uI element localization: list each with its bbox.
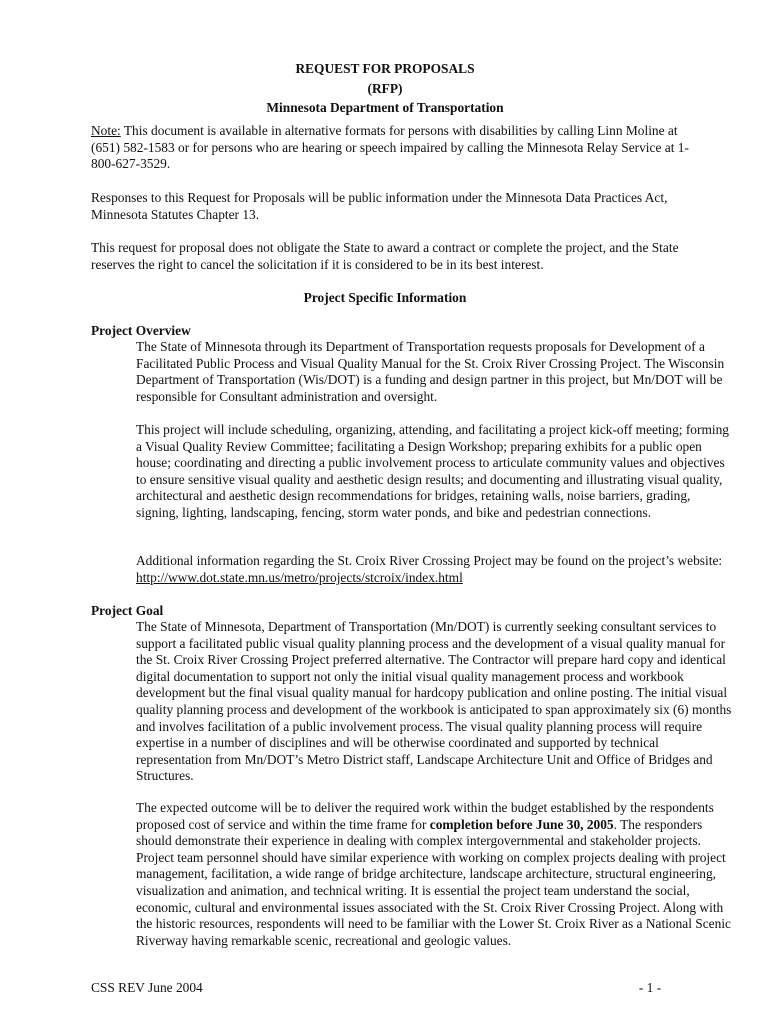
title-line-1: REQUEST FOR PROPOSALS bbox=[295, 61, 475, 76]
overview-paragraph-2: This project will include scheduling, organizing, attending, and facilitating a project kick-off meeting; forming a Visual Quality Review Committee; facilitating a Design Workshop; preparing exhibits for a public open house; coordinating and directing a public involvement process to articulate community values and objectives to ensure sensitive visual quality and aesthetic design results; and documenting and illustrating visual quality, architectural and aesthetic design recommendations for bridges, retaining walls, noise barriers, grading, signing, lighting, landscaping, fencing, storm water ponds, and bike and pedestrian connections. bbox=[136, 422, 729, 520]
document-title bbox=[0, 59, 770, 118]
goal-p2-text-b: . The responders should demonstrate their experience in dealing with complex intergovernmental and stakeholder projects. Project team personnel should have similar experience with working on complex projects dealing with project management, facilitation, a wide range of bridge architecture, landscape architecture, structural engineering, visualization and animation, and technical writing. It is essential the project team understand the social, economic, cultural and environmental issues associated with the St. Croix River Crossing Project. Along with the historic resources, respondents will need to be familiar with the Lower St. Croix River as a National Scenic Riverway having remarkable scenic, recreational and geologic values. bbox=[136, 816, 731, 948]
title-line-3: Minnesota Department of Transportation bbox=[266, 100, 504, 115]
goal-p2-text-a: The expected outcome will be to deliver the required work within the budget established by the respondents proposed cost of service and within the time frame for bbox=[136, 800, 714, 832]
completion-date-emphasis: completion before June 30, 2005 bbox=[429, 816, 614, 832]
note-text: This document is available in alternative formats for persons with disabilities by calling Linn Moline at (651) 582-1583 or for persons who are hearing or speech impaired by calling the Minnesota Relay Service at 1-800-627-3529. bbox=[91, 123, 689, 172]
project-overview-heading: Project Overview bbox=[91, 323, 191, 338]
footer-revision: CSS REV June 2004 bbox=[91, 980, 203, 995]
overview-p3-text: Additional information regarding the St. Croix River Crossing Project may be found on the project’s website: bbox=[136, 553, 723, 568]
public-information-paragraph: Responses to this Request for Proposals will be public information under the Minnesota Data Practices Act, Minnesota Statutes Chapter 13. bbox=[91, 190, 668, 222]
accessibility-note bbox=[91, 123, 703, 173]
obligation-paragraph: This request for proposal does not obligate the State to award a contract or complete the project, and the State reserves the right to cancel the solicitation if it is considered to be in its best interest. bbox=[91, 240, 679, 272]
section-title: Project Specific Information bbox=[303, 290, 467, 305]
project-goal-heading: Project Goal bbox=[91, 603, 164, 618]
goal-paragraph-1: The State of Minnesota, Department of Transportation (Mn/DOT) is currently seeking consultant services to support a facilitated public visual quality planning process and the development of a visual quality manual for the St. Croix River Crossing Project preferred alternative. The Contractor will prepare hard copy and identical digital documentation to support not only the initial visual quality management process and workbook development but the final visual quality manual for hardcopy publication and online posting. The initial visual quality planning process and development of the workbook is anticipated to span approximately six (6) months and involves facilitation of a public involvement process. The visual quality planning process will require expertise in a number of disciplines and will be otherwise coordinated and supported by technical representation from Mn/DOT’s Metro District staff, Landscape Architecture Unit and Office of Bridges and Structures. bbox=[136, 619, 732, 784]
overview-paragraph-3 bbox=[136, 553, 734, 586]
project-website-link[interactable]: http://www.dot.state.mn.us/metro/projects/stcroix/index.html bbox=[136, 569, 463, 585]
page-number: - 1 - bbox=[638, 980, 662, 995]
note-label: Note: bbox=[91, 123, 121, 138]
goal-paragraph-2 bbox=[136, 800, 734, 949]
title-line-2: (RFP) bbox=[367, 80, 403, 96]
overview-paragraph-1: The State of Minnesota through its Department of Transportation requests proposals for Development of a Facilitated Public Process and Visual Quality Manual for the St. Croix River Crossing Project. The Wisconsin Department of Transportation (Wis/DOT) is a funding and design partner in this project, but Mn/DOT will be responsible for Consultant administration and oversight. bbox=[136, 339, 725, 404]
